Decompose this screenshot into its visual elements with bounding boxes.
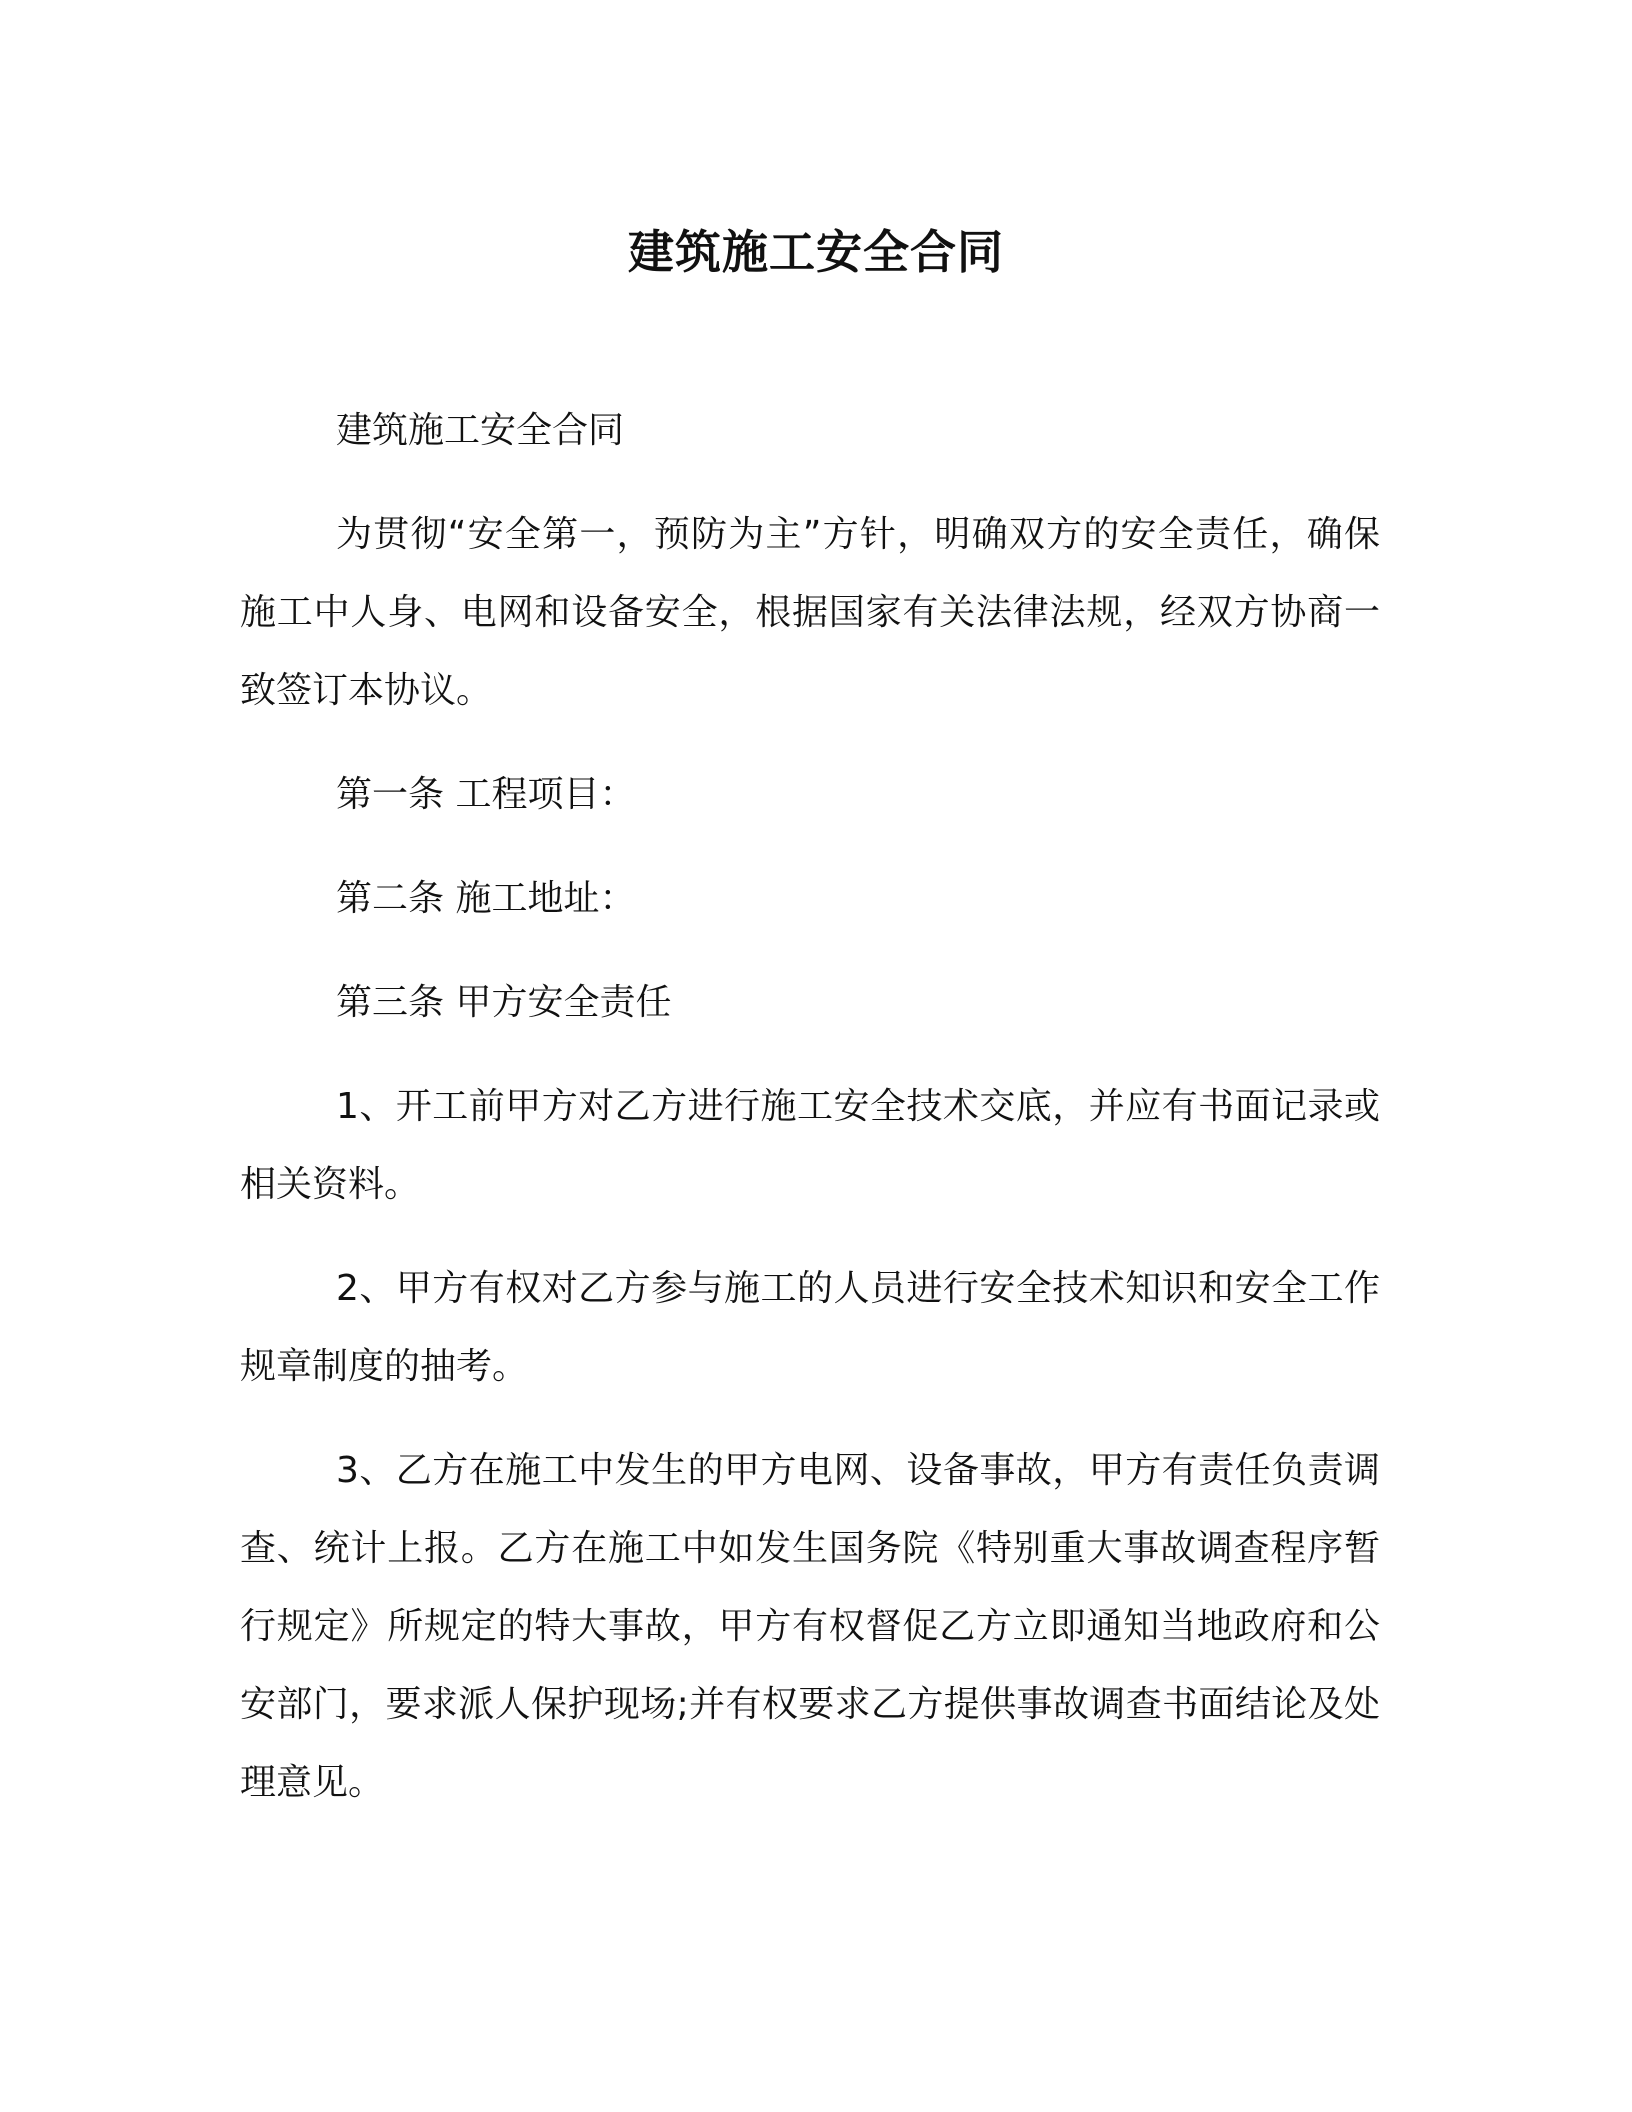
article-2-paragraph: 第二条 施工地址： (336, 878, 636, 919)
document-body (240, 392, 1380, 1848)
preamble-paragraph: 为贯彻“安全第一，预防为主”方针，明确双方的安全责任，确保施工中人身、电网和设备安全，根据国家有关法律法规，经双方协商一致签订本协议。 (240, 514, 1380, 711)
clause-2-paragraph: 2、甲方有权对乙方参与施工的人员进行安全技术知识和安全工作规章制度的抽考。 (240, 1268, 1380, 1387)
subtitle-paragraph: 建筑施工安全合同 (336, 410, 625, 451)
article-3-heading: 第三条 甲方安全责任 (336, 982, 672, 1023)
clause-3-paragraph: 3、乙方在施工中发生的甲方电网、设备事故，甲方有责任负责调查、统计上报。乙方在施工中如发生国务院《特别重大事故调查程序暂行规定》所规定的特大事故，甲方有权督促乙方立即通知当地政府和公安部门，要求派人保护现场;并有权要求乙方提供事故调查书面结论及处理意见。 (240, 1450, 1380, 1803)
clause-1-paragraph: 1、开工前甲方对乙方进行施工安全技术交底，并应有书面记录或相关资料。 (240, 1086, 1380, 1205)
document-title: 建筑施工安全合同 (628, 225, 1004, 279)
article-1-paragraph: 第一条 工程项目： (336, 774, 636, 815)
